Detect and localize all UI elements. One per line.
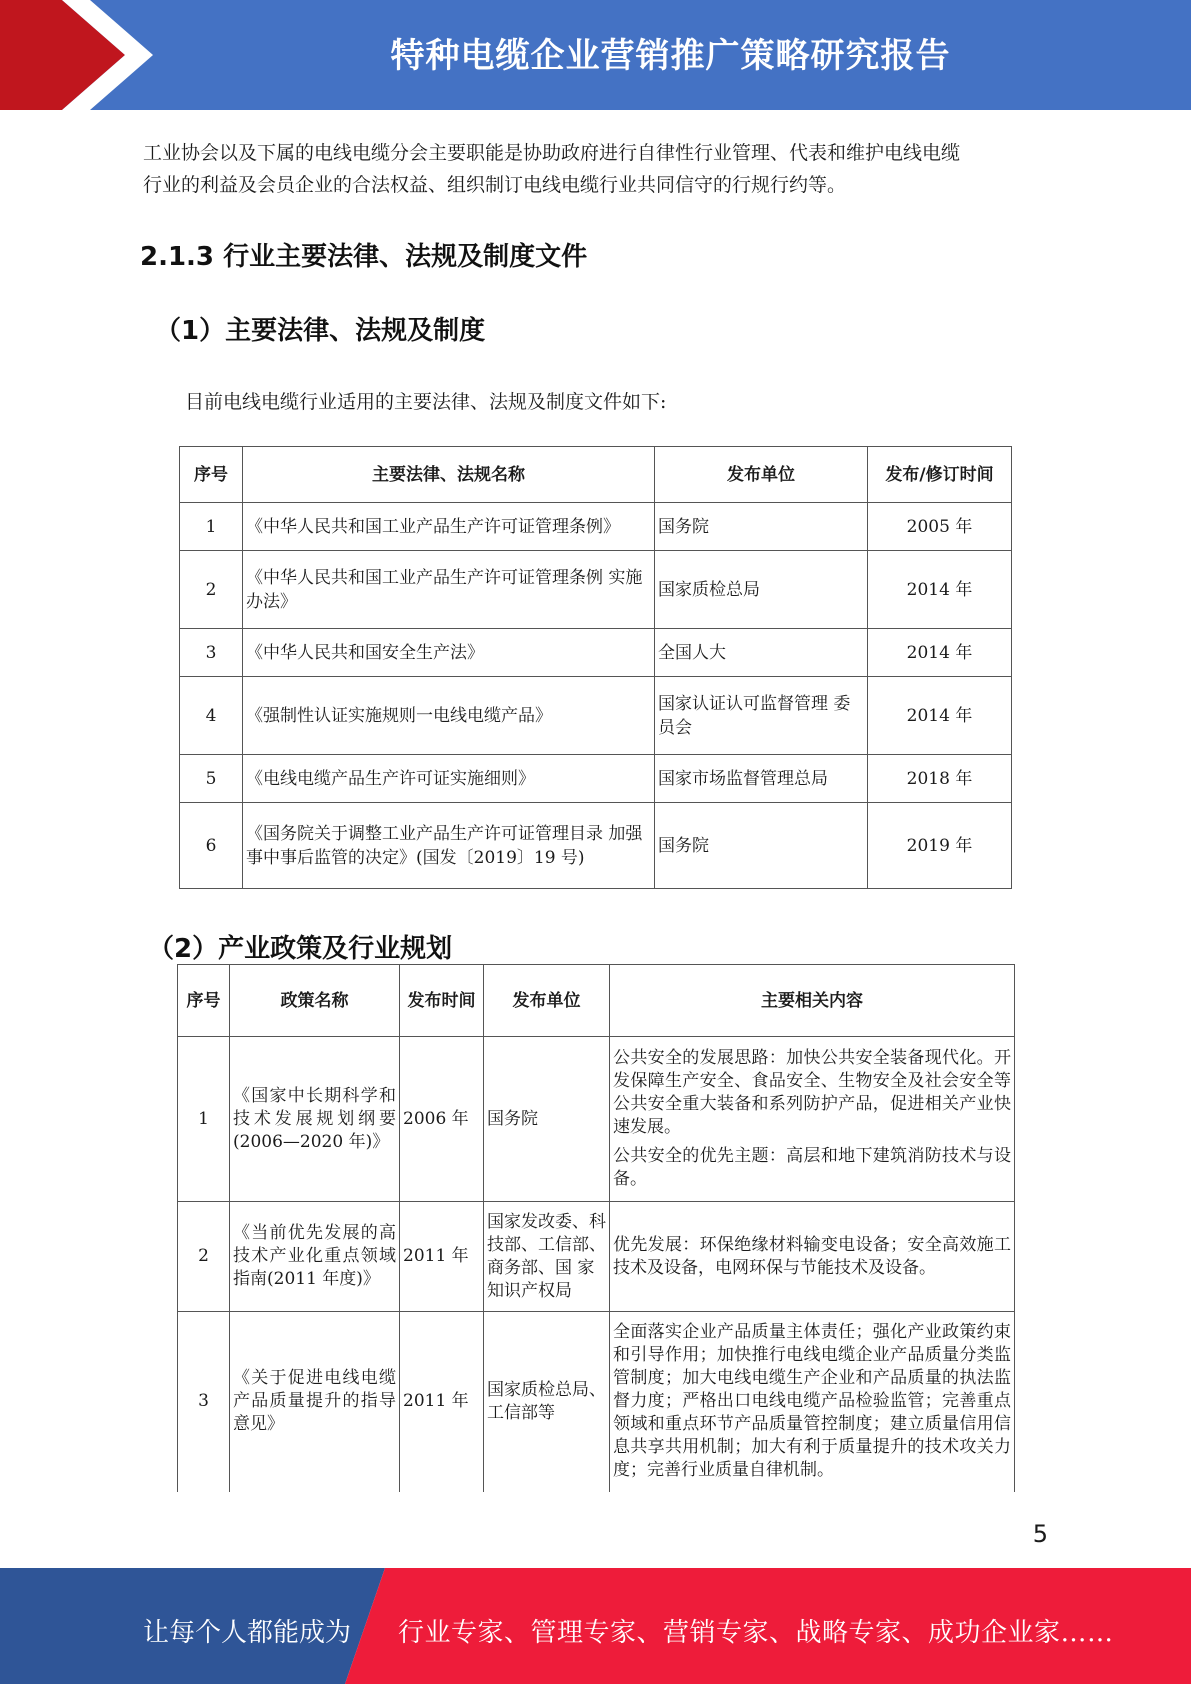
row-content — [610, 1202, 1015, 1312]
table-row — [178, 1312, 1015, 1492]
intro-paragraph — [143, 137, 1053, 201]
col-header-content: 主要相关内容 — [610, 965, 1015, 1037]
row-no: 2 — [178, 1202, 230, 1312]
row-unit: 国家发改委、科技部、工信部、商务部、国 家知识产权局 — [484, 1202, 610, 1312]
content-paragraph: 全面落实企业产品质量主体责任；强化产业政策约束和引导作用；加快推行电线电缆企业产品质量分类监管制度；加大电线电缆生产企业和产品质量的执法监督力度；严格出口电线电缆产品检验监管；完善重点领域和重点环节产品质量管控制度；建立质量信用信息共享共用机制；加大有利于质量提升的技术攻关力度；完善行业质量自律机制。 — [613, 1322, 1011, 1481]
row-content — [610, 1037, 1015, 1202]
row-name: 《电线电缆产品生产许可证实施细则》 — [243, 755, 655, 803]
row-unit: 全国人大 — [655, 629, 868, 677]
row-unit: 国家质检总局 — [655, 551, 868, 629]
col-header-name: 主要法律、法规名称 — [243, 447, 655, 503]
policy-table — [177, 964, 1015, 1492]
row-no: 4 — [180, 677, 243, 755]
intro-line-2: 行业的利益及会员企业的合法权益、组织制订电线电缆行业共同信守的行规行约等。 — [143, 174, 847, 196]
laws-lead-text: 目前电线电缆行业适用的主要法律、法规及制度文件如下: — [185, 391, 667, 413]
row-year: 2014 年 — [868, 677, 1012, 755]
footer-slogan-right: 行业专家、管理专家、营销专家、战略专家、成功企业家…… — [398, 1618, 1114, 1648]
table-row — [180, 755, 1012, 803]
page-number: 5 — [1032, 1520, 1048, 1548]
row-unit: 国家市场监督管理总局 — [655, 755, 868, 803]
table-row — [178, 1037, 1015, 1202]
row-unit: 国务院 — [484, 1037, 610, 1202]
report-title: 特种电缆企业营销推广策略研究报告 — [390, 36, 951, 76]
content-paragraph: 公共安全的发展思路：加快公共安全装备现代化。开发保障生产安全、食品安全、生物安全及社会安全等公共安全重大装备和系列防护产品，促进相关产业快速发展。 — [613, 1048, 1011, 1137]
row-name: 《中华人民共和国安全生产法》 — [243, 629, 655, 677]
table-row — [180, 551, 1012, 629]
subsection-heading-policies: （2）产业政策及行业规划 — [148, 934, 453, 964]
row-name: 《强制性认证实施规则一电线电缆产品》 — [243, 677, 655, 755]
row-policy-name: 《国家中长期科学和技术发展规划纲要(2006—2020 年)》 — [230, 1037, 400, 1202]
table-row — [180, 503, 1012, 551]
table-row — [178, 1202, 1015, 1312]
table-row — [180, 803, 1012, 889]
col-header-policy-name: 政策名称 — [230, 965, 400, 1037]
row-unit: 国务院 — [655, 803, 868, 889]
row-policy-name: 《关于促进电线电缆产品质量提升的指导意见》 — [230, 1312, 400, 1492]
col-header-unit: 发布单位 — [484, 965, 610, 1037]
row-time: 2006 年 — [400, 1037, 484, 1202]
row-unit: 国务院 — [655, 503, 868, 551]
row-no: 3 — [178, 1312, 230, 1492]
section-heading-2-1-3: 2.1.3 行业主要法律、法规及制度文件 — [140, 242, 588, 272]
row-year: 2018 年 — [868, 755, 1012, 803]
row-policy-name: 《当前优先发展的高技术产业化重点领域指南(2011 年度)》 — [230, 1202, 400, 1312]
row-name: 《中华人民共和国工业产品生产许可证管理条例 实施办法》 — [243, 551, 655, 629]
subsection-heading-laws: （1）主要法律、法规及制度 — [155, 316, 486, 346]
content-paragraph: 优先发展：环保绝缘材料输变电设备；安全高效施工技术及设备，电网环保与节能技术及设备。 — [613, 1234, 1011, 1278]
col-header-time: 发布时间 — [400, 965, 484, 1037]
col-header-no: 序号 — [180, 447, 243, 503]
laws-table — [179, 446, 1012, 889]
row-no: 1 — [180, 503, 243, 551]
row-name: 《中华人民共和国工业产品生产许可证管理条例》 — [243, 503, 655, 551]
row-no: 1 — [178, 1037, 230, 1202]
row-year: 2019 年 — [868, 803, 1012, 889]
footer-slogan-left: 让每个人都能成为 — [143, 1618, 352, 1648]
table-header-row — [180, 447, 1012, 503]
row-year: 2014 年 — [868, 551, 1012, 629]
row-time: 2011 年 — [400, 1312, 484, 1492]
row-no: 2 — [180, 551, 243, 629]
col-header-no: 序号 — [178, 965, 230, 1037]
row-year: 2005 年 — [868, 503, 1012, 551]
row-unit: 国家认证认可监督管理 委员会 — [655, 677, 868, 755]
col-header-time: 发布/修订时间 — [868, 447, 1012, 503]
row-no: 6 — [180, 803, 243, 889]
row-time: 2011 年 — [400, 1202, 484, 1312]
intro-line-1: 工业协会以及下属的电线电缆分会主要职能是协助政府进行自律性行业管理、代表和维护电线电缆 — [143, 142, 961, 164]
page-header — [0, 0, 1191, 110]
content-paragraph: 公共安全的优先主题：高层和地下建筑消防技术与设备。 — [613, 1146, 1011, 1189]
row-name: 《国务院关于调整工业产品生产许可证管理目录 加强事中事后监管的决定》(国发〔2019〕19 号) — [243, 803, 655, 889]
col-header-unit: 发布单位 — [655, 447, 868, 503]
table-row — [180, 677, 1012, 755]
row-no: 3 — [180, 629, 243, 677]
row-no: 5 — [180, 755, 243, 803]
table-header-row — [178, 965, 1015, 1037]
row-year: 2014 年 — [868, 629, 1012, 677]
page-footer — [0, 1568, 1191, 1684]
table-row — [180, 629, 1012, 677]
row-unit: 国家质检总局、工信部等 — [484, 1312, 610, 1492]
row-content — [610, 1312, 1015, 1492]
